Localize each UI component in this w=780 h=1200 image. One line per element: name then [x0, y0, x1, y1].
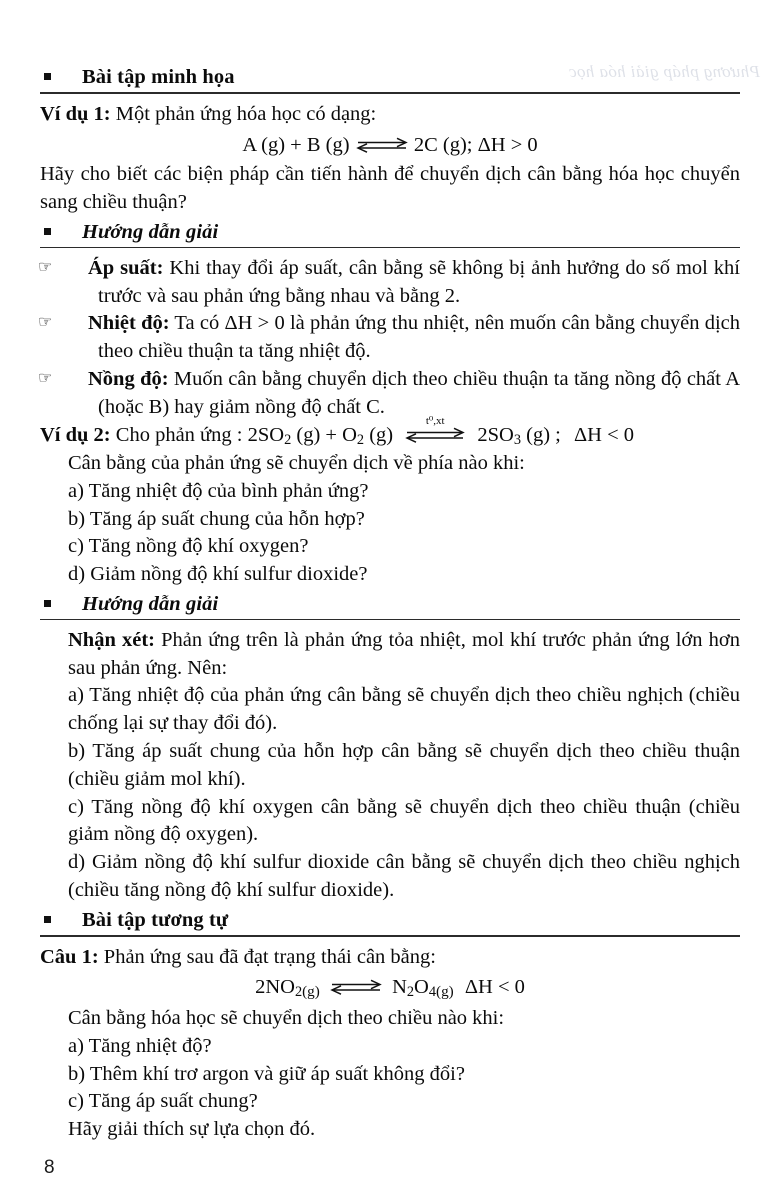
- guidance-text: Muốn cân bằng chuyển dịch theo chiều thuận ta tăng nồng độ chất A (hoặc B) hay giảm nồng độ chất C.: [98, 368, 740, 418]
- guidance-item-nhiet-do: [38, 310, 740, 366]
- section-divider: [40, 935, 740, 937]
- product: 2SO: [477, 423, 514, 446]
- scan-bleedthrough-artifact: Phương pháp giải hóa học: [568, 62, 760, 81]
- reversible-arrow-icon: [329, 979, 383, 995]
- pointing-hand-icon: ☞: [38, 370, 53, 387]
- cau-1-equation: [40, 974, 740, 1002]
- section-title: Bài tập tương tự: [82, 908, 229, 931]
- equation-enthalpy: ΔH < 0: [464, 976, 525, 999]
- section-heading-huong-dan-giai-2: [40, 593, 740, 619]
- cau-1-option-a: a) Tăng nhiệt độ?: [68, 1034, 212, 1057]
- equation-enthalpy: ΔH < 0: [573, 423, 635, 446]
- section-title: Hướng dẫn giải: [82, 220, 219, 243]
- huong-dan-2-answer-d: d) Giảm nồng độ khí sulfur dioxide cân bằng sẽ chuyển dịch theo chiều nghịch (chiều tăng nồng độ khí sulfur dioxide).: [68, 851, 740, 901]
- equation-right: 2C (g);: [413, 133, 473, 156]
- equation-right-state: (g): [436, 983, 454, 1001]
- equation-right-sub-1: 2: [406, 984, 415, 1001]
- vi-du-1-equation: [40, 132, 740, 159]
- huong-dan-2-answer-c: c) Tăng nồng độ khí oxygen cân bằng sẽ chuyển dịch theo chiều thuận (chiều giảm nồng độ oxygen).: [68, 795, 740, 846]
- cau-1-prompt: [40, 944, 740, 972]
- plus-sign: +: [325, 423, 337, 446]
- cau-1-option-b: b) Thêm khí trơ argon và giữ áp suất không đổi?: [68, 1062, 465, 1085]
- product-sub: 3: [513, 431, 521, 448]
- reactant-1-sub: 2: [284, 431, 292, 448]
- equation-left-main: 2NO: [255, 976, 295, 999]
- nhan-xet-paragraph: [40, 627, 740, 683]
- equation-enthalpy: ΔH > 0: [477, 133, 538, 156]
- reversible-arrow-icon: [404, 414, 466, 443]
- guidance-text-before: Ta có: [169, 312, 225, 335]
- guidance-inline-math: ΔH > 0: [224, 312, 285, 335]
- equation-right-sub-2: 4: [428, 984, 437, 1001]
- square-bullet-icon: [44, 600, 51, 607]
- reactant-1: 2SO: [247, 423, 285, 446]
- equation-left-state: (g): [302, 983, 320, 1001]
- vi-du-2-question: Cân bằng của phản ứng sẽ chuyển dịch về phía nào khi:: [68, 452, 525, 475]
- guidance-term: Nhiệt độ:: [88, 312, 170, 335]
- huong-dan-2-answer-a: a) Tăng nhiệt độ của phản ứng cân bằng sẽ chuyển dịch theo chiều nghịch (chiều chống lại sự thay đổi đó).: [68, 684, 740, 735]
- section-heading-huong-dan-giai-1: [40, 221, 740, 247]
- pointing-hand-icon: ☞: [38, 314, 53, 332]
- section-heading-bai-tap-tuong-tu: [40, 909, 740, 935]
- guidance-term: Nồng độ:: [88, 368, 169, 390]
- cau-1-question: Cân bằng hóa học sẽ chuyển dịch theo chiều nào khi:: [68, 1007, 505, 1030]
- vi-du-1-prompt: [40, 101, 740, 129]
- cau-1-closing: Hãy giải thích sự lựa chọn đó.: [68, 1118, 316, 1141]
- equation-right-main: N: [392, 976, 407, 999]
- vi-du-2-option-c: c) Tăng nồng độ khí oxygen?: [68, 535, 309, 558]
- pointing-hand-icon: ☞: [38, 258, 53, 276]
- nhan-xet-text: Phản ứng trên là phản ứng tỏa nhiệt, mol khí trước phản ứng lớn hơn sau phản ứng. Nên:: [68, 628, 740, 679]
- guidance-item-ap-suat: [38, 255, 740, 311]
- section-divider: [40, 92, 740, 94]
- cau-1-prompt-text: Phản ứng sau đã đạt trạng thái cân bằng:: [103, 945, 436, 968]
- vi-du-2-option-d: d) Giảm nồng độ khí sulfur dioxide?: [68, 563, 368, 586]
- vi-du-2-option-b: b) Tăng áp suất chung của hỗn hợp?: [68, 507, 365, 530]
- page-number: 8: [44, 1157, 55, 1178]
- vi-du-1-prompt-text: Một phản ứng hóa học có dạng:: [115, 103, 377, 125]
- reactant-1-state: (g): [291, 423, 321, 446]
- guidance-text: Khi thay đổi áp suất, cân bằng sẽ không bị ảnh hưởng do số mol khí trước và sau phản ứng bằng nhau và bằng 2.: [98, 256, 740, 307]
- section-title: Hướng dẫn giải: [82, 592, 219, 615]
- vi-du-2-label: Ví dụ 2:: [40, 423, 111, 446]
- reactant-2-state: (g): [364, 423, 394, 446]
- guidance-term: Áp suất:: [88, 256, 164, 279]
- vi-du-2-prompt-text: Cho phản ứng :: [115, 423, 243, 446]
- equation-left: A (g) + B (g): [242, 133, 350, 156]
- section-heading-bai-tap-minh-hoa: [40, 66, 740, 92]
- square-bullet-icon: [44, 73, 51, 80]
- section-divider: [40, 619, 740, 620]
- section-title: Bài tập minh họa: [82, 66, 235, 88]
- cau-1-option-c: c) Tăng áp suất chung?: [68, 1090, 258, 1113]
- vi-du-2-equation: [247, 414, 635, 448]
- equation-right-mid: O: [414, 976, 429, 999]
- vi-du-1-label: Ví dụ 1:: [40, 103, 111, 125]
- product-state: (g) ;: [521, 423, 561, 446]
- reversible-arrow-icon: [355, 137, 409, 153]
- reactant-2-sub: 2: [356, 431, 365, 448]
- vi-du-2-option-a: a) Tăng nhiệt độ của bình phản ứng?: [68, 479, 369, 502]
- vi-du-1-question: Hãy cho biết các biện pháp cần tiến hành để chuyển dịch cân bằng hóa học chuyển sang chiều thuận?: [40, 163, 740, 214]
- square-bullet-icon: [44, 228, 51, 235]
- arrow-condition-label: t⁰,xt: [425, 414, 445, 427]
- vi-du-2-line: [40, 414, 740, 451]
- equation-left-sub: 2: [294, 984, 303, 1001]
- page-content: [40, 66, 740, 1144]
- nhan-xet-label: Nhận xét:: [68, 628, 155, 651]
- square-bullet-icon: [44, 916, 51, 923]
- section-divider: [40, 247, 740, 248]
- guidance-text-after: là phản ứng thu nhiệt, nên muốn cân bằng chuyển dịch theo chiều thuận ta tăng nhiệt độ.: [98, 312, 740, 363]
- cau-1-label: Câu 1:: [40, 945, 99, 968]
- huong-dan-2-answer-b: b) Tăng áp suất chung của hỗn hợp cân bằng sẽ chuyển dịch theo chiều thuận (chiều giảm mol khí).: [68, 740, 740, 790]
- reactant-2: O: [342, 423, 357, 446]
